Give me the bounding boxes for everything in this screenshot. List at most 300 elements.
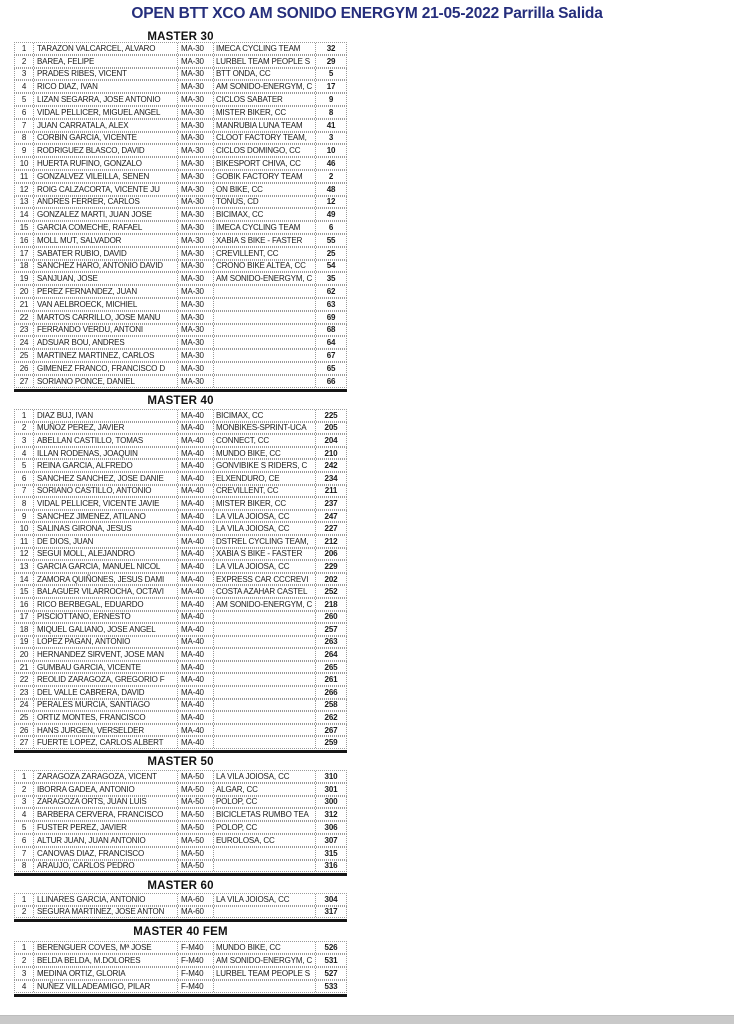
category-cell: F-M40 xyxy=(177,968,213,979)
table-row xyxy=(14,434,347,447)
table-row xyxy=(14,472,347,485)
bib-cell: 6 xyxy=(315,222,346,233)
position-cell: 18 xyxy=(19,624,29,634)
team-cell: MONBIKES-SPRINT-UCA xyxy=(213,423,315,434)
category-cell: MA-30 xyxy=(177,197,213,208)
startlist-table xyxy=(14,770,347,876)
rider-name-cell: HUERTA RUFINO, GONZALO xyxy=(33,158,177,169)
team-cell: LA VILA JOIOSA, CC xyxy=(213,561,315,572)
startlist-table xyxy=(14,42,347,392)
team-cell xyxy=(213,312,315,323)
startlist-table xyxy=(14,409,347,753)
team-cell xyxy=(213,624,315,635)
table-row xyxy=(14,585,347,598)
rider-name-cell: BERENGUER COVES, Mª JOSE xyxy=(33,942,177,953)
bib-cell: 64 xyxy=(315,337,346,348)
position-cell: 1 xyxy=(21,943,27,952)
table-row xyxy=(14,967,347,980)
rider-name-cell: REINA GARCIA, ALFREDO xyxy=(33,460,177,471)
bib-cell: 307 xyxy=(315,835,346,846)
team-cell xyxy=(213,649,315,660)
table-row xyxy=(14,611,347,624)
position-cell: 15 xyxy=(19,223,29,233)
team-cell: CICLOS SABATER xyxy=(213,94,315,105)
position-cell: 2 xyxy=(21,784,27,794)
bib-cell: 210 xyxy=(315,448,346,459)
team-cell: COSTA AZAHAR CASTEL xyxy=(213,586,315,597)
category-cell: MA-30 xyxy=(177,363,213,374)
category-section xyxy=(14,31,347,392)
page-title: OPEN BTT XCO AM SONIDO ENERGYM 21-05-2022 Parrilla Salida xyxy=(131,5,603,22)
position-cell: 12 xyxy=(19,549,29,559)
position-cell: 4 xyxy=(21,982,27,991)
position-cell: 25 xyxy=(19,351,29,361)
table-row xyxy=(14,510,347,523)
rider-name-cell: TARAZON VALCARCEL, ALVARO xyxy=(33,43,177,54)
category-cell: MA-30 xyxy=(177,261,213,272)
table-row xyxy=(14,409,347,422)
rider-name-cell: VIDAL PELLICER, VICENTE JAVIE xyxy=(33,498,177,509)
rider-name-cell: MARTINEZ MARTINEZ, CARLOS xyxy=(33,350,177,361)
team-cell xyxy=(213,737,315,748)
section-title: MASTER 30 xyxy=(147,31,214,43)
table-row xyxy=(14,42,347,55)
table-row xyxy=(14,821,347,834)
table-row xyxy=(14,699,347,712)
bib-cell: 17 xyxy=(315,81,346,92)
bib-cell: 35 xyxy=(315,273,346,284)
bib-cell: 310 xyxy=(315,771,346,782)
category-cell: MA-50 xyxy=(177,797,213,808)
category-cell: MA-30 xyxy=(177,69,213,80)
category-cell: MA-40 xyxy=(177,486,213,497)
bib-cell: 316 xyxy=(315,861,346,872)
team-cell: LURBEL TEAM PEOPLE S xyxy=(213,968,315,979)
category-cell: MA-30 xyxy=(177,158,213,169)
category-section xyxy=(14,926,347,997)
rider-name-cell: PERALES MURCIA, SANTIAGO xyxy=(33,700,177,711)
team-cell: LA VILA JOIOSA, CC xyxy=(213,894,315,905)
rider-name-cell: VAN AELBROECK, MICHIEL xyxy=(33,299,177,310)
table-row xyxy=(14,980,347,993)
rider-name-cell: DIAZ BUJ, IVAN xyxy=(33,410,177,421)
table-row xyxy=(14,324,347,337)
startlist-table xyxy=(14,941,347,997)
rider-name-cell: GUMBAU GARCIA, VICENTE xyxy=(33,662,177,673)
team-cell xyxy=(213,286,315,297)
team-cell: XABIA S BIKE - FASTER xyxy=(213,549,315,560)
position-cell: 11 xyxy=(19,171,28,181)
rider-name-cell: SALINAS GIRONA, JESUS xyxy=(33,523,177,534)
table-row xyxy=(14,349,347,362)
team-cell xyxy=(213,662,315,673)
rider-name-cell: FUERTE LOPEZ, CARLOS ALBERT xyxy=(33,737,177,748)
table-row xyxy=(14,234,347,247)
position-cell: 10 xyxy=(19,524,29,534)
team-cell: ON BIKE, CC xyxy=(213,184,315,195)
category-cell: MA-30 xyxy=(177,248,213,259)
team-cell xyxy=(213,687,315,698)
position-cell: 21 xyxy=(19,662,29,672)
position-cell: 8 xyxy=(21,498,27,508)
team-cell: BICIMAX, CC xyxy=(213,410,315,421)
position-cell: 5 xyxy=(21,461,27,471)
category-cell: F-M40 xyxy=(177,955,213,966)
bib-cell: 5 xyxy=(315,69,346,80)
table-row xyxy=(14,183,347,196)
rider-name-cell: LOPEZ PAGAN, ANTONIO xyxy=(33,637,177,648)
position-cell: 5 xyxy=(21,823,27,833)
team-cell: LURBEL TEAM PEOPLE S xyxy=(213,56,315,67)
table-row xyxy=(14,711,347,724)
rider-name-cell: MEDINA ORTIZ, GLORIA xyxy=(33,968,177,979)
category-cell: MA-50 xyxy=(177,809,213,820)
rider-name-cell: MOLL MUT, SALVADOR xyxy=(33,235,177,246)
category-cell: MA-40 xyxy=(177,637,213,648)
rider-name-cell: GIMENEZ FRANCO, FRANCISCO D xyxy=(33,363,177,374)
team-cell: EXPRESS CAR CCCREVI xyxy=(213,574,315,585)
rider-name-cell: MUÑOZ PEREZ, JAVIER xyxy=(33,423,177,434)
team-cell: POLOP, CC xyxy=(213,797,315,808)
team-cell: BICIMAX, CC xyxy=(213,209,315,220)
bib-cell: 315 xyxy=(315,848,346,859)
position-cell: 8 xyxy=(21,861,27,871)
team-cell xyxy=(213,350,315,361)
category-cell: MA-30 xyxy=(177,145,213,156)
rider-name-cell: ILLAN RODENAS, JOAQUIN xyxy=(33,448,177,459)
team-cell: EUROLOSA, CC xyxy=(213,835,315,846)
position-cell: 17 xyxy=(19,612,29,622)
section-title: MASTER 60 xyxy=(147,880,214,892)
rider-name-cell: FUSTER PEREZ, JAVIER xyxy=(33,822,177,833)
category-cell: MA-50 xyxy=(177,771,213,782)
team-cell: BTT ONDA, CC xyxy=(213,69,315,80)
table-row xyxy=(14,623,347,636)
team-cell: LA VILA JOIOSA, CC xyxy=(213,511,315,522)
category-cell: MA-40 xyxy=(177,687,213,698)
bib-cell: 304 xyxy=(315,894,346,905)
rider-name-cell: REOLID ZARAGOZA, GREGORIO F xyxy=(33,674,177,685)
position-cell: 16 xyxy=(19,599,29,609)
position-cell: 13 xyxy=(19,197,29,207)
bib-cell: 306 xyxy=(315,822,346,833)
category-cell: MA-30 xyxy=(177,299,213,310)
table-row xyxy=(14,196,347,209)
table-row xyxy=(14,941,347,954)
position-cell: 12 xyxy=(19,184,29,194)
rider-name-cell: GARCIA COMECHE, RAFAEL xyxy=(33,222,177,233)
rider-name-cell: LLINARES GARCIA, ANTONIO xyxy=(33,894,177,905)
rider-name-cell: PRADES RIBES, VICENT xyxy=(33,69,177,80)
bib-cell: 206 xyxy=(315,549,346,560)
category-cell: MA-30 xyxy=(177,235,213,246)
category-cell: MA-40 xyxy=(177,700,213,711)
table-row xyxy=(14,648,347,661)
team-cell: XABIA S BIKE - FASTER xyxy=(213,235,315,246)
bib-cell: 229 xyxy=(315,561,346,572)
rider-name-cell: SORIANO CASTILLO, ANTONIO xyxy=(33,486,177,497)
category-cell: MA-40 xyxy=(177,599,213,610)
category-cell: MA-40 xyxy=(177,712,213,723)
rider-name-cell: SANCHEZ SANCHEZ, JOSE DANIE xyxy=(33,473,177,484)
bib-cell: 533 xyxy=(315,981,346,992)
bib-cell: 317 xyxy=(315,907,346,918)
bib-cell: 259 xyxy=(315,737,346,748)
table-row xyxy=(14,132,347,145)
position-cell: 26 xyxy=(19,725,29,735)
team-cell: AM SONIDO-ENERGYM, C xyxy=(213,955,315,966)
team-cell xyxy=(213,700,315,711)
table-row xyxy=(14,724,347,737)
bib-cell: 252 xyxy=(315,586,346,597)
bib-cell: 312 xyxy=(315,809,346,820)
table-row xyxy=(14,311,347,324)
position-cell: 23 xyxy=(19,687,29,697)
rider-name-cell: BALAGUER VILARROCHA, OCTAVI xyxy=(33,586,177,597)
team-cell xyxy=(213,712,315,723)
team-cell: CRONO BIKE ALTEA, CC xyxy=(213,261,315,272)
table-row xyxy=(14,893,347,906)
bib-cell: 212 xyxy=(315,536,346,547)
section-title: MASTER 40 FEM xyxy=(133,926,228,938)
team-cell: AM SONIDO-ENERGYM, C xyxy=(213,81,315,92)
rider-name-cell: ALTUR JUAN, JUAN ANTONIO xyxy=(33,835,177,846)
team-cell: ELXENDURO, CE xyxy=(213,473,315,484)
bib-cell: 258 xyxy=(315,700,346,711)
rider-name-cell: JUAN CARRATALA, ALEX xyxy=(33,120,177,131)
rider-name-cell: ADSUAR BOU, ANDRES xyxy=(33,337,177,348)
position-cell: 20 xyxy=(19,287,29,297)
bib-cell: 8 xyxy=(315,107,346,118)
category-cell: MA-30 xyxy=(177,209,213,220)
rider-name-cell: SANJUAN, JOSE xyxy=(33,273,177,284)
position-cell: 2 xyxy=(21,423,27,433)
table-row xyxy=(14,847,347,860)
position-cell: 24 xyxy=(19,338,29,348)
rider-name-cell: ANDRES FERRER, CARLOS xyxy=(33,197,177,208)
table-row xyxy=(14,362,347,375)
rider-name-cell: BELDA BELDA, M.DOLORES xyxy=(33,955,177,966)
table-row xyxy=(14,906,347,919)
team-cell: IMECA CYCLING TEAM xyxy=(213,43,315,54)
table-row xyxy=(14,736,347,749)
team-cell: CREVILLENT, CC xyxy=(213,486,315,497)
position-cell: 19 xyxy=(19,274,29,284)
position-cell: 6 xyxy=(21,107,27,117)
team-cell xyxy=(213,363,315,374)
category-section xyxy=(14,756,347,876)
category-cell: F-M40 xyxy=(177,942,213,953)
table-row xyxy=(14,68,347,81)
position-cell: 10 xyxy=(19,159,29,169)
bib-cell: 261 xyxy=(315,674,346,685)
category-cell: MA-40 xyxy=(177,612,213,623)
position-cell: 2 xyxy=(21,56,27,66)
team-cell xyxy=(213,637,315,648)
bib-cell: 234 xyxy=(315,473,346,484)
bib-cell: 48 xyxy=(315,184,346,195)
bib-cell: 29 xyxy=(315,56,346,67)
horizontal-scrollbar-track[interactable] xyxy=(0,1015,734,1024)
position-cell: 13 xyxy=(19,561,29,571)
team-cell xyxy=(213,848,315,859)
team-cell: DSTREL CYCLING TEAM, xyxy=(213,536,315,547)
rider-name-cell: GONZALEZ MARTI, JUAN JOSE xyxy=(33,209,177,220)
table-row xyxy=(14,447,347,460)
bib-cell: 247 xyxy=(315,511,346,522)
category-cell: MA-30 xyxy=(177,325,213,336)
position-cell: 4 xyxy=(21,810,27,820)
position-cell: 1 xyxy=(21,410,27,420)
bib-cell: 41 xyxy=(315,120,346,131)
category-cell: MA-50 xyxy=(177,784,213,795)
bib-cell: 263 xyxy=(315,637,346,648)
rider-name-cell: FERRANDO VERDU, ANTONI xyxy=(33,325,177,336)
rider-name-cell: SEGURA MARTINEZ, JOSE ANTON xyxy=(33,907,177,918)
team-cell: AM SONIDO-ENERGYM, C xyxy=(213,273,315,284)
table-row xyxy=(14,221,347,234)
category-cell: MA-40 xyxy=(177,498,213,509)
bib-cell: 204 xyxy=(315,435,346,446)
position-cell: 9 xyxy=(21,146,27,156)
category-cell: MA-40 xyxy=(177,423,213,434)
table-row xyxy=(14,954,347,967)
bib-cell: 69 xyxy=(315,312,346,323)
position-cell: 2 xyxy=(21,907,27,917)
position-cell: 1 xyxy=(21,43,27,53)
bib-cell: 262 xyxy=(315,712,346,723)
category-cell: MA-40 xyxy=(177,473,213,484)
category-cell: MA-40 xyxy=(177,574,213,585)
position-cell: 1 xyxy=(21,894,27,904)
position-cell: 27 xyxy=(19,738,29,748)
table-row xyxy=(14,459,347,472)
bib-cell: 242 xyxy=(315,460,346,471)
team-cell: MUNDO BIKE, CC xyxy=(213,942,315,953)
bib-cell: 531 xyxy=(315,955,346,966)
rider-name-cell: BAREA, FELIPE xyxy=(33,56,177,67)
rider-name-cell: GONZALVEZ VILEILLA, SENEN xyxy=(33,171,177,182)
position-cell: 18 xyxy=(19,261,29,271)
position-cell: 20 xyxy=(19,650,29,660)
team-cell: CONNECT, CC xyxy=(213,435,315,446)
bib-cell: 218 xyxy=(315,599,346,610)
category-cell: MA-30 xyxy=(177,56,213,67)
team-cell: TONUS, CD xyxy=(213,197,315,208)
position-cell: 3 xyxy=(21,797,27,807)
category-cell: MA-50 xyxy=(177,822,213,833)
position-cell: 19 xyxy=(19,637,29,647)
position-cell: 7 xyxy=(21,120,27,130)
rider-name-cell: ORTIZ MONTES, FRANCISCO xyxy=(33,712,177,723)
category-cell: MA-40 xyxy=(177,435,213,446)
bib-cell: 66 xyxy=(315,376,346,387)
category-cell: MA-30 xyxy=(177,273,213,284)
table-row xyxy=(14,272,347,285)
bib-cell: 265 xyxy=(315,662,346,673)
bib-cell: 266 xyxy=(315,687,346,698)
table-row xyxy=(14,661,347,674)
rider-name-cell: PEREZ FERNANDEZ, JUAN xyxy=(33,286,177,297)
rider-name-cell: SEGUI MOLL, ALEJANDRO xyxy=(33,549,177,560)
table-row xyxy=(14,144,347,157)
table-row xyxy=(14,285,347,298)
position-cell: 9 xyxy=(21,511,27,521)
table-row xyxy=(14,808,347,821)
category-cell: MA-40 xyxy=(177,511,213,522)
category-cell: MA-40 xyxy=(177,674,213,685)
position-cell: 6 xyxy=(21,473,27,483)
bib-cell: 227 xyxy=(315,523,346,534)
rider-name-cell: SABATER RUBIO, DAVID xyxy=(33,248,177,259)
bib-cell: 65 xyxy=(315,363,346,374)
team-cell: ALGAR, CC xyxy=(213,784,315,795)
bib-cell: 211 xyxy=(315,486,346,497)
category-cell: MA-40 xyxy=(177,549,213,560)
category-cell: MA-40 xyxy=(177,624,213,635)
category-cell: MA-30 xyxy=(177,107,213,118)
position-cell: 8 xyxy=(21,133,27,143)
bib-cell: 67 xyxy=(315,350,346,361)
team-cell xyxy=(213,674,315,685)
table-row xyxy=(14,497,347,510)
table-row xyxy=(14,548,347,561)
table-row xyxy=(14,422,347,435)
team-cell xyxy=(213,376,315,387)
rider-name-cell: BARBERA CERVERA, FRANCISCO xyxy=(33,809,177,820)
team-cell xyxy=(213,861,315,872)
position-cell: 3 xyxy=(21,69,27,79)
bib-cell: 260 xyxy=(315,612,346,623)
rider-name-cell: RICO BERBEGAL, EDUARDO xyxy=(33,599,177,610)
position-cell: 25 xyxy=(19,713,29,723)
table-row xyxy=(14,636,347,649)
table-row xyxy=(14,80,347,93)
bib-cell: 54 xyxy=(315,261,346,272)
rider-name-cell: NUÑEZ VILLADEAMIGO, PILAR xyxy=(33,981,177,992)
category-cell: MA-40 xyxy=(177,662,213,673)
category-cell: MA-50 xyxy=(177,848,213,859)
bib-cell: 267 xyxy=(315,725,346,736)
bib-cell: 9 xyxy=(315,94,346,105)
bib-cell: 49 xyxy=(315,209,346,220)
position-cell: 4 xyxy=(21,82,27,92)
position-cell: 5 xyxy=(21,95,27,105)
team-cell: CLOOT FACTORY TEAM, xyxy=(213,133,315,144)
position-cell: 14 xyxy=(19,574,29,584)
position-cell: 3 xyxy=(21,969,27,978)
bib-cell: 62 xyxy=(315,286,346,297)
category-cell: MA-30 xyxy=(177,94,213,105)
table-row xyxy=(14,260,347,273)
position-cell: 15 xyxy=(19,587,29,597)
bib-cell: 301 xyxy=(315,784,346,795)
table-row xyxy=(14,783,347,796)
bib-cell: 46 xyxy=(315,158,346,169)
bib-cell: 225 xyxy=(315,410,346,421)
position-cell: 14 xyxy=(19,210,29,220)
bib-cell: 202 xyxy=(315,574,346,585)
table-row xyxy=(14,860,347,873)
table-row xyxy=(14,247,347,260)
team-cell xyxy=(213,981,315,992)
position-cell: 23 xyxy=(19,325,29,335)
category-cell: MA-50 xyxy=(177,861,213,872)
startlist-table xyxy=(14,893,347,922)
rider-name-cell: HANS JURGEN, VERSELDER xyxy=(33,725,177,736)
table-row xyxy=(14,106,347,119)
category-cell: F-M40 xyxy=(177,981,213,992)
